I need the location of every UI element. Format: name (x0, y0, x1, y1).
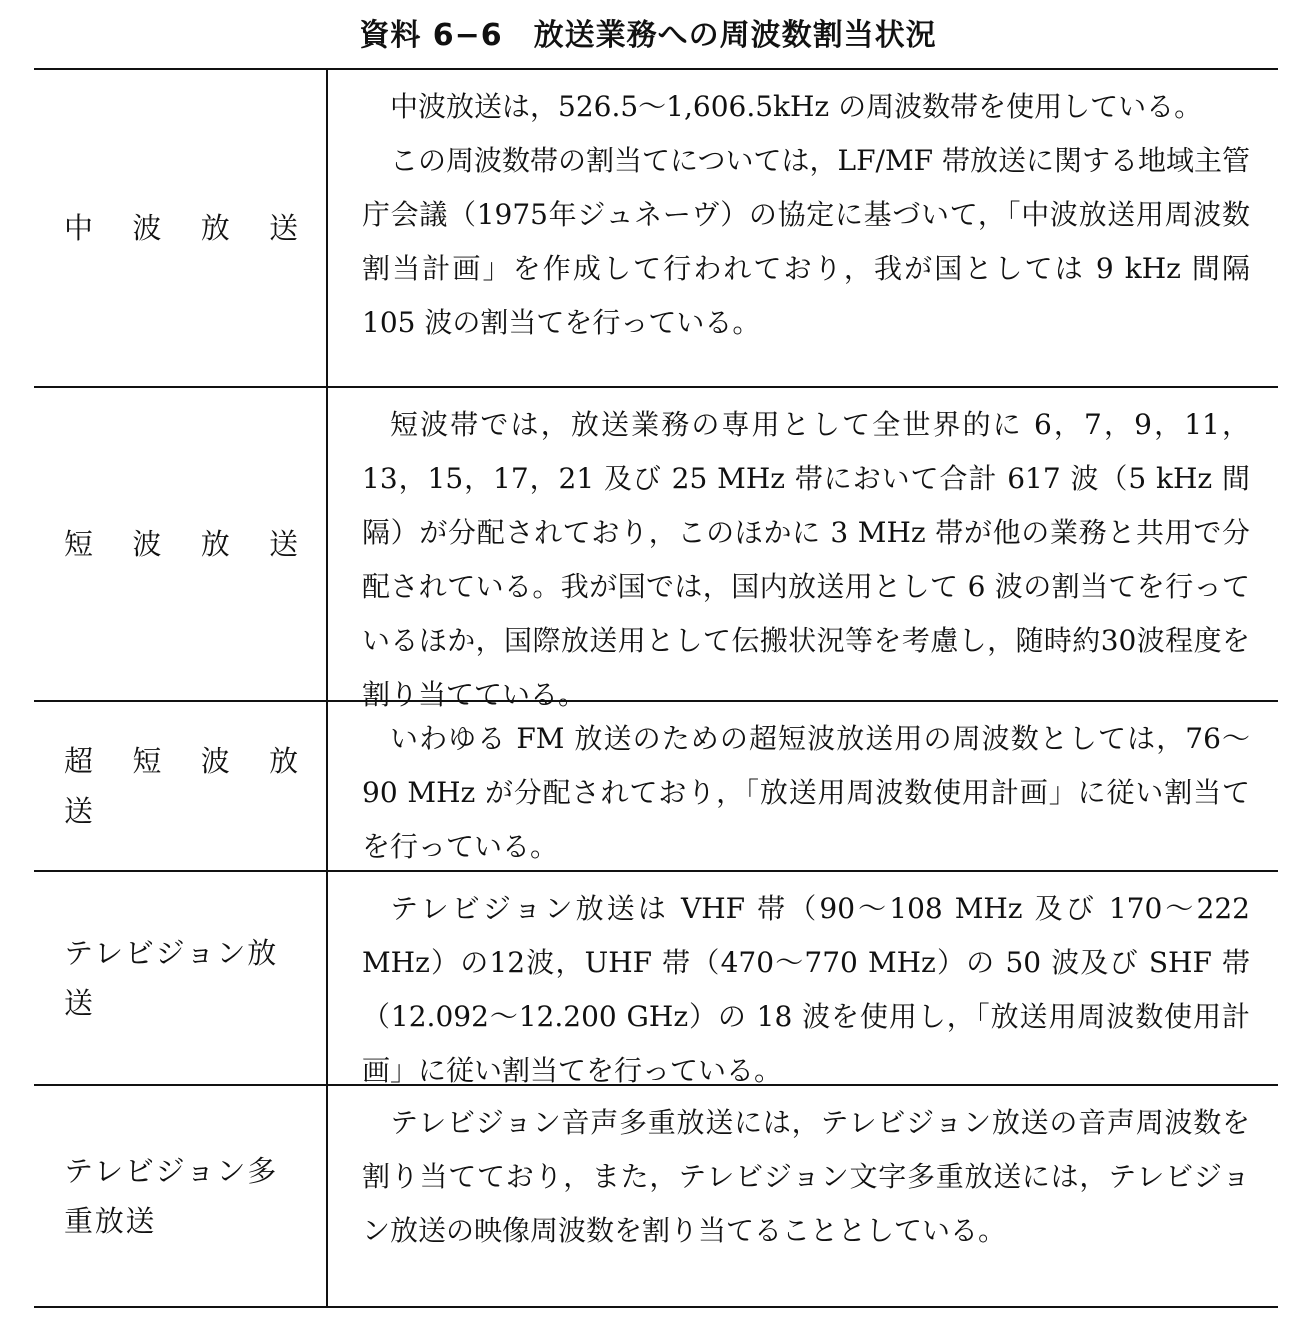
page-title: 資料 6−6 放送業務への周波数割当状況 (359, 18, 937, 53)
row-description-cell (328, 1086, 1278, 1306)
row-label: テレビジョン放送 (64, 936, 279, 1020)
row-label: 中 波 放 送 (64, 211, 314, 245)
description-paragraph: この周波数帯の割当てについては，LF/MF 帯放送に関する地域主管庁会議（1975年ジュネーヴ）の協定に基づいて，「中波放送用周波数割当計画」を作成して行われており，我が国としては 9 kHz 間隔 105 波の割当てを行っている。 (362, 144, 1250, 339)
row-label-cell (34, 702, 328, 870)
row-label-cell (34, 1086, 328, 1306)
row-label: テレビジョン多重放送 (64, 1154, 279, 1238)
description-paragraph: 短波帯では，放送業務の専用として全世界的に 6，7，9，11，13，15，17，21 及び 25 MHz 帯において合計 617 波（5 kHz 間隔）が分配されており，このほかに 3 MHz 帯が他の業務と共用で分配されている。我が国では，国内放送用として 6 波の割当てを行っているほか，国際放送用として伝搬状況等を考慮し，随時約30波程度を割り当てている。 (362, 408, 1250, 711)
row-description-cell (328, 70, 1278, 386)
description-paragraph: 中波放送は，526.5〜1,606.5kHz の周波数帯を使用している。 (390, 90, 1203, 123)
row-label: 超 短 波 放 送 (64, 744, 314, 828)
table-row-television-multiplex (34, 1084, 1278, 1308)
frequency-allocation-table (34, 68, 1278, 1308)
row-label-cell (34, 70, 328, 386)
description-paragraph: テレビジョン音声多重放送には，テレビジョン放送の音声周波数を割り当てており，また，テレビジョン文字多重放送には，テレビジョン放送の映像周波数を割り当てることとしている。 (362, 1106, 1250, 1247)
table-row-medium-wave (34, 68, 1278, 386)
description-paragraph: テレビジョン放送は VHF 帯（90〜108 MHz 及び 170〜222 MHz）の12波，UHF 帯（470〜770 MHz）の 50 波及び SHF 帯（12.092〜12.200 GHz）の 18 波を使用し，「放送用周波数使用計画」に従い割当てを行っている。 (362, 892, 1250, 1087)
row-description-cell (328, 702, 1278, 870)
description-paragraph: いわゆる FM 放送のための超短波放送用の周波数としては，76〜90 MHz が分配されており，「放送用周波数使用計画」に従い割当てを行っている。 (362, 722, 1250, 863)
table-row-television (34, 870, 1278, 1087)
row-label: 短 波 放 送 (64, 527, 314, 561)
table-row-vhf-fm (34, 700, 1278, 870)
table-row-short-wave (34, 386, 1278, 711)
row-label-cell (34, 388, 328, 700)
row-description-cell (328, 872, 1278, 1087)
row-label-cell (34, 872, 328, 1084)
row-description-cell (328, 388, 1278, 711)
